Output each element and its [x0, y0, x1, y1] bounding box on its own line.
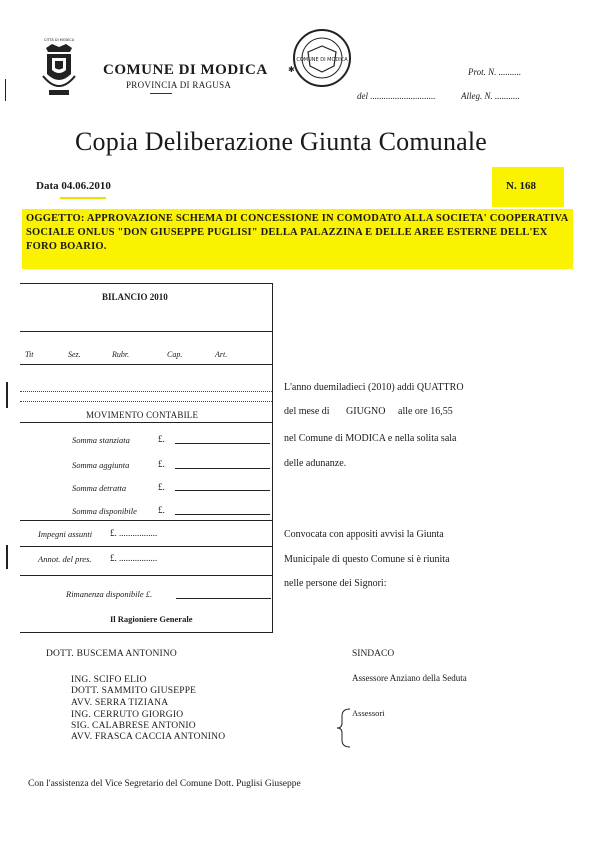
- comune-name: COMUNE DI MODICA: [103, 62, 268, 78]
- protocol-date: del .............................: [357, 91, 436, 101]
- ragioniere-generale: Il Ragioniere Generale: [110, 614, 193, 624]
- document-title: Copia Deliberazione Giunta Comunale: [75, 127, 488, 156]
- verbale-line: delle adunanze.: [284, 458, 347, 469]
- verbale-line: nelle persone dei Signori:: [284, 578, 387, 589]
- assessore-name: AVV. FRASCA CACCIA ANTONINO: [71, 732, 226, 742]
- col-rubr: Rubr.: [112, 350, 130, 359]
- movimento-contabile: MOVIMENTO CONTABILE: [86, 410, 199, 420]
- bilancio-divider: [20, 331, 272, 332]
- margin-mark: [6, 382, 8, 408]
- bilancio-divider: [20, 422, 272, 423]
- rimanenza-label: Rimanenza disponibile £.: [66, 589, 153, 599]
- provincia-underline: [150, 93, 172, 94]
- col-art: Art.: [215, 350, 228, 359]
- assessore-name: ING. CERRUTO GIORGIO: [71, 710, 184, 720]
- row-label: Somma stanziata: [72, 435, 130, 445]
- verbale-mese-label: del mese di: [284, 406, 330, 417]
- amount-line: [175, 443, 270, 444]
- deliberation-number: N. 168: [506, 180, 536, 192]
- bilancio-dotted-line: [20, 391, 272, 392]
- protocol-number: Prot. N. ..........: [468, 67, 522, 77]
- col-tit: Tit: [25, 350, 34, 359]
- bilancio-box: [20, 283, 273, 633]
- attachment-number: Alleg. N. ...........: [461, 91, 520, 101]
- stamp-text: COMUNE DI MODICA: [296, 57, 348, 63]
- bilancio-divider: [20, 364, 272, 365]
- impegni-label: Impegni assunti: [38, 529, 93, 539]
- bilancio-divider: [20, 520, 272, 521]
- coat-of-arms-emblem: [38, 38, 80, 102]
- col-sez: Sez.: [68, 350, 81, 359]
- verbale-mese: GIUGNO: [346, 406, 386, 417]
- subject-text: OGGETTO: APPROVAZIONE SCHEMA DI CONCESSIONE IN COMODATO ALLA SOCIETA' COOPERATIVA SOCIALE ONLUS "DON GIUSEPPE PUGLISI" DELLA PALAZZINA E DELLE AREE ESTERNE DELL'EX FORO BOARIO.: [26, 213, 568, 252]
- row-label: Somma disponibile: [72, 506, 137, 516]
- amount-line: [176, 598, 271, 599]
- row-currency: £.: [158, 482, 165, 492]
- amount-line: [175, 490, 270, 491]
- row-currency: £.: [158, 505, 165, 515]
- annot-amount: £. .................: [110, 553, 158, 563]
- municipal-stamp: [282, 20, 360, 90]
- svg-text:✱: ✱: [288, 65, 295, 74]
- assessore-name: DOTT. SAMMITO GIUSEPPE: [71, 686, 197, 696]
- assessori-role: Assessori: [352, 708, 385, 718]
- document-date: Data 04.06.2010: [36, 180, 111, 192]
- verbale-ora: alle ore 16,55: [398, 406, 453, 417]
- row-currency: £.: [158, 434, 165, 444]
- col-cap: Cap.: [167, 350, 183, 359]
- row-label: Somma detratta: [72, 483, 127, 493]
- bilancio-dotted-line: [20, 401, 272, 402]
- verbale-line: L'anno duemiladieci (2010) addì QUATTRO: [284, 382, 464, 393]
- margin-mark: [6, 545, 8, 569]
- impegni-amount: £. .................: [110, 528, 158, 538]
- verbale-line: Municipale di questo Comune si è riunita: [284, 554, 450, 565]
- row-label: Somma aggiunta: [72, 460, 130, 470]
- bilancio-divider: [20, 546, 272, 547]
- sindaco-role: SINDACO: [352, 649, 395, 659]
- verbale-line: Convocata con appositi avvisi la Giunta: [284, 529, 444, 540]
- margin-mark: [5, 79, 6, 101]
- bilancio-divider: [20, 575, 272, 576]
- provincia-name: PROVINCIA DI RAGUSA: [126, 80, 232, 90]
- assessore-name: SIG. CALABRESE ANTONIO: [71, 721, 196, 731]
- anziano-name: ING. SCIFO ELIO: [71, 675, 147, 685]
- assessore-name: AVV. SERRA TIZIANA: [71, 698, 169, 708]
- date-underline: [60, 197, 106, 199]
- amount-line: [175, 468, 270, 469]
- emblem-text: CITTÀ DI MODICA: [44, 38, 75, 42]
- verbale-line: nel Comune di MODICA e nella solita sala: [284, 433, 457, 444]
- bilancio-title: BILANCIO 2010: [102, 292, 168, 302]
- footer-assistance: Con l'assistenza del Vice Segretario del Comune Dott. Puglisi Giuseppe: [28, 779, 301, 789]
- anziano-role: Assessore Anziano della Seduta: [352, 673, 467, 683]
- verbale-line: [284, 406, 453, 417]
- sindaco-name: DOTT. BUSCEMA ANTONINO: [46, 649, 177, 659]
- amount-line: [175, 514, 270, 515]
- annot-label: Annot. del pres.: [38, 554, 92, 564]
- brace-bracket: [334, 708, 354, 748]
- row-currency: £.: [158, 459, 165, 469]
